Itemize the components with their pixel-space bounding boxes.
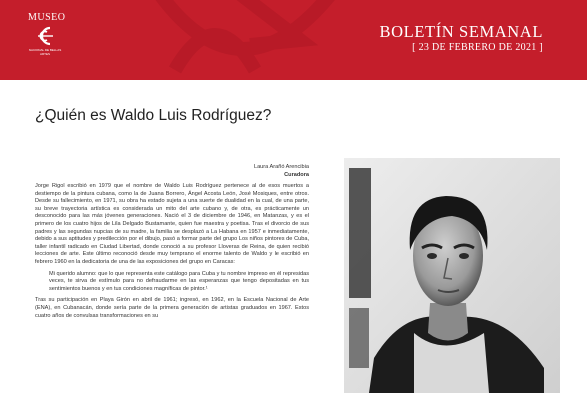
paragraph: Jorge Rigol escribió en 1979 que el nombre de Waldo Luis Rodríguez pertenece al de esos muertos a destiempo de la pintura cubana, como la de Juana Borrero, Ángel Acosta León, José Mosiques, entre otros. Desde su fallecimiento, en 1971, su obra ha estado sujeta a una suerte de dualidad en la cual, de una parte, su breve trayectoria artística es considerada un mito del arte cubano y, de otra, es prácticamente un desconocido para las más jóvenes generaciones. Nació el 3 de diciembre de 1946, en Matanzas, y es el primero de los cuatro hijos de Lila Delgado Bustamante, quien fue maestra y poetisa. Tras el divorcio de sus padres y las segundas nupcias de su madre, la familia se desplazó a La Habana en 1957 e inmediatamente, debido a sus aptitudes y predilección por el dibujo, pasó a formar parte del grupo Los niños pintores de Cuba, taller infantil radicado en Ciudad Libertad, donde conoció a su profesor Lloveras de Reina, de quien recibió lecciones de arte. Este último reconoció desde muy temprano el enorme talento de Waldo y le escribió en febrero 1960 en la dedicatoria de una de las exposiciones del grupo en Caracas: [35,183,309,265]
author-name: Laura Arañó Arencibia [253,164,309,170]
author-block [254,163,309,179]
museum-emblem-icon [34,24,56,48]
portrait-photo [344,158,560,393]
logo-text: MUSEO [28,12,66,23]
paragraph: Tras su participación en Playa Girón en abril de 1961; ingresó, en 1962, en la Escuela Nacional de Arte (ENA), en Cubanacán, donde sería parte de la primera generación de artistas graduados en 1967. Estos cuatro años de convulsas transformaciones en su [35,297,309,319]
bulletin-date: [ 23 DE FEBRERO DE 2021 ] [412,42,543,53]
bulletin-title: BOLETÍN SEMANAL [379,22,543,41]
quote-paragraph: Mi querido alumno: que lo que representa este catálogo para Cuba y tu nombre impreso en él represidas veces, te sirva de estímulo para no defraudarme en las esperanzas que tengo depositadas en tus sentimientos buenos y en tus condiciones magníficas de pintor.¹ [49,270,309,292]
article-title: ¿Quién es Waldo Luis Rodríguez? [35,107,272,124]
header-banner [0,0,587,80]
author-role: Curadora [284,172,309,178]
museum-logo[interactable] [28,12,66,56]
logo-subtitle: NACIONAL DE BELLAS ARTES [28,48,62,56]
article-body [35,183,309,324]
